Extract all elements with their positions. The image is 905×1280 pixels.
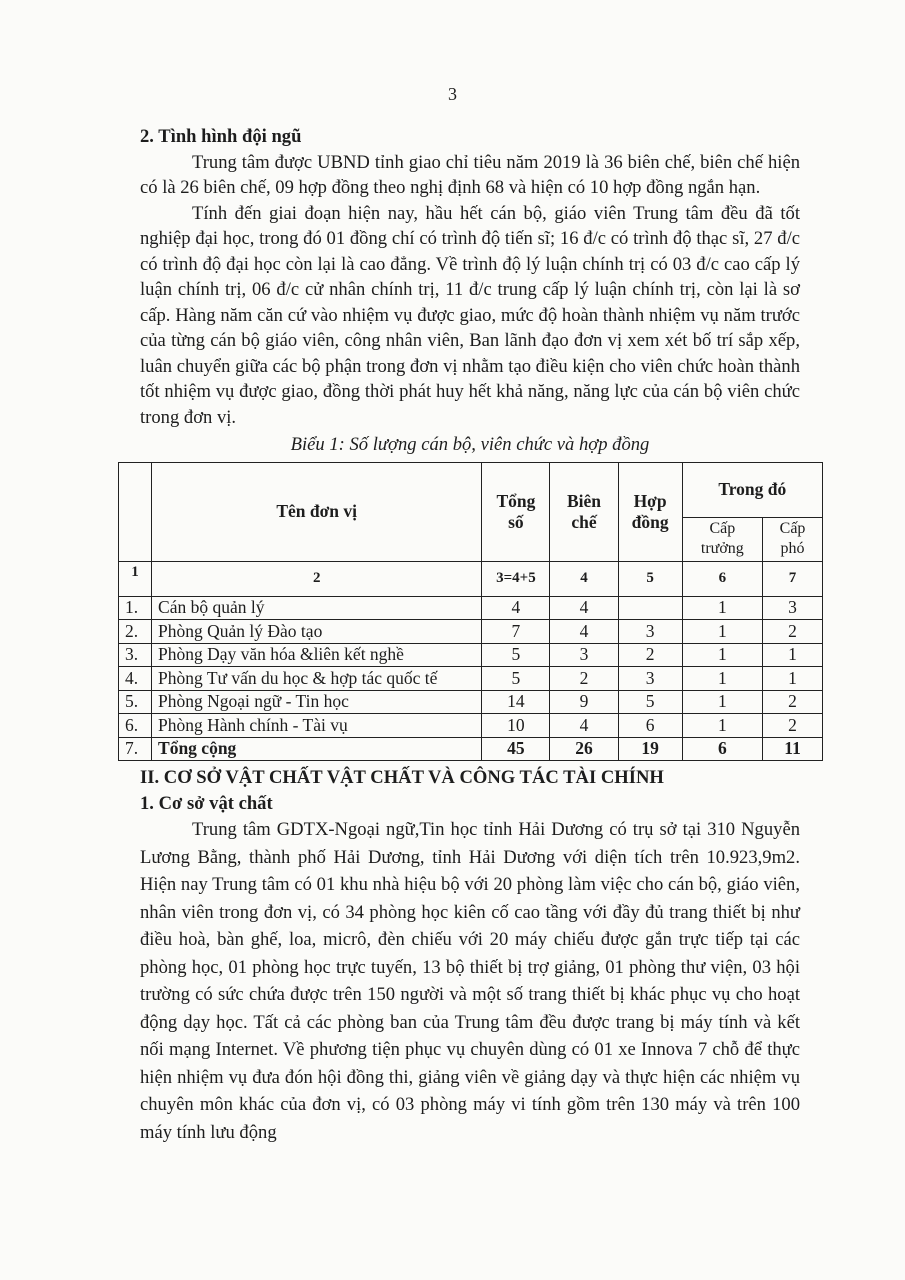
deputy-cell: 2	[763, 690, 823, 714]
row-number: 7.	[119, 737, 152, 761]
deputy-cell: 11	[763, 737, 823, 761]
row-number: 6.	[119, 714, 152, 738]
staff-cell: 4	[550, 596, 618, 620]
paragraph-facilities: Trung tâm GDTX-Ngoại ngữ,Tin học tỉnh Hải Dương có trụ sở tại 310 Nguyễn Lương Bằng, thành phố Hải Dương, tỉnh Hải Dương với diện tích trên 10.923,9m2. Hiện nay Trung tâm có 01 khu nhà hiệu bộ với 20 phòng làm việc cho cán bộ, giáo viên, nhân viên trong đơn vị, có 34 phòng học kiên cố cao tầng với đầy đủ trang thiết bị như điều hoà, bàn ghế, loa, micrô, đèn chiếu với 20 máy chiếu được gắn trực tiếp tại các phòng học, 01 phòng học trực tuyến, 13 bộ thiết bị trợ giảng, 01 phòng thư viện, 03 hội trường có sức chứa được trên 150 người và một số trang thiết bị khác phục vụ cho hoạt động dạy học. Tất cả các phòng ban của Trung tâm đều được trang bị máy tính và kết nối mạng Internet. Về phương tiện phục vụ chuyên dùng có 01 xe Innova 7 chỗ để thực hiện nhiệm vụ đưa đón hội đồng thi, giảng viên về giảng dạy và thực hiện các nhiệm vụ chuyên môn khác của đơn vị, có 03 phòng máy vi tính gồm trên 130 máy và trên 100 máy tính lưu động	[140, 819, 800, 1143]
header-index	[119, 462, 152, 561]
unit-name: Phòng Tư vấn du học & hợp tác quốc tế	[152, 667, 482, 691]
contract-cell: 6	[618, 714, 682, 738]
row-number: 4.	[119, 667, 152, 691]
staff-cell: 26	[550, 737, 618, 761]
contract-cell: 3	[618, 620, 682, 644]
unit-name: Phòng Dạy văn hóa &liên kết nghề	[152, 643, 482, 667]
unit-name: Phòng Ngoại ngữ - Tin học	[152, 690, 482, 714]
contract-cell: 2	[618, 643, 682, 667]
table-row	[119, 690, 823, 714]
index-row	[119, 561, 823, 596]
row-number: 3.	[119, 643, 152, 667]
head-cell: 1	[682, 620, 763, 644]
sub-heading-facilities: 1. Cơ sở vật chất	[140, 792, 273, 814]
index-cell: 7	[763, 561, 823, 596]
staff-cell: 4	[550, 620, 618, 644]
unit-name: Cán bộ quản lý	[152, 596, 482, 620]
table-row	[119, 667, 823, 691]
contract-cell: 5	[618, 690, 682, 714]
contract-cell: 3	[618, 667, 682, 691]
index-cell: 6	[682, 561, 763, 596]
total-cell: 5	[482, 643, 550, 667]
unit-name: Phòng Hành chính - Tài vụ	[152, 714, 482, 738]
index-cell: 5	[618, 561, 682, 596]
head-cell: 1	[682, 596, 763, 620]
staff-cell: 4	[550, 714, 618, 738]
section-heading-staff: 2. Tình hình đội ngũ	[140, 126, 302, 147]
contract-cell	[618, 596, 682, 620]
head-cell: 1	[682, 690, 763, 714]
index-cell: 2	[152, 561, 482, 596]
total-cell: 10	[482, 714, 550, 738]
page-number: 3	[448, 84, 457, 104]
total-cell: 7	[482, 620, 550, 644]
table-row	[119, 620, 823, 644]
header-head: Cấp trưởng	[682, 517, 763, 561]
index-cell: 3=4+5	[482, 561, 550, 596]
paragraph-qualifications: Tính đến giai đoạn hiện nay, hầu hết cán bộ, giáo viên Trung tâm đều đã tốt nghiệp đại học, trong đó 01 đồng chí có trình độ tiến sĩ; 16 đ/c có trình độ thạc sĩ, 27 đ/c có trình độ đại học còn lại là cao đẳng. Về trình độ lý luận chính trị có 03 đ/c cao cấp lý luận chính trị, 06 đ/c cử nhân chính trị, 11 đ/c trung cấp lý luận chính trị, còn lại là sơ cấp. Hàng năm căn cứ vào nhiệm vụ được giao, mức độ hoàn thành nhiệm vụ năm trước của từng cán bộ giáo viên, công nhân viên, Ban lãnh đạo đơn vị xem xét bố trí sắp xếp, luân chuyển giữa các bộ phận trong đơn vị nhằm tạo điều kiện cho viên chức hoàn thành tốt nhiệm vụ được giao, đồng thời phát huy hết khả năng, năng lực của cán bộ viên chức trong đơn vị.	[140, 202, 800, 428]
staff-table	[118, 462, 823, 762]
table-row	[119, 596, 823, 620]
deputy-cell: 1	[763, 667, 823, 691]
header-of-which: Trong đó	[682, 462, 822, 517]
staff-cell: 2	[550, 667, 618, 691]
deputy-cell: 3	[763, 596, 823, 620]
deputy-cell: 2	[763, 620, 823, 644]
head-cell: 1	[682, 714, 763, 738]
staff-cell: 3	[550, 643, 618, 667]
unit-name: Tổng cộng	[152, 737, 482, 761]
total-cell: 45	[482, 737, 550, 761]
contract-cell: 19	[618, 737, 682, 761]
table-caption: Biểu 1: Số lượng cán bộ, viên chức và hợp đồng	[290, 434, 650, 455]
document-body	[125, 124, 806, 1146]
table-row	[119, 714, 823, 738]
section-heading-facilities: II. CƠ SỞ VẬT CHẤT VẬT CHẤT VÀ CÔNG TÁC TÀI CHÍNH	[140, 767, 664, 788]
staff-cell: 9	[550, 690, 618, 714]
head-cell: 6	[682, 737, 763, 761]
row-number: 1.	[119, 596, 152, 620]
total-cell: 14	[482, 690, 550, 714]
header-staff: Biên chế	[550, 462, 618, 561]
paragraph-quota: Trung tâm được UBND tỉnh giao chỉ tiêu năm 2019 là 36 biên chế, biên chế hiện có là 26 biên chế, 09 hợp đồng theo nghị định 68 và hiện có 10 hợp đồng ngắn hạn.	[140, 151, 800, 198]
deputy-cell: 2	[763, 714, 823, 738]
deputy-cell: 1	[763, 643, 823, 667]
unit-name: Phòng Quản lý Đào tạo	[152, 620, 482, 644]
index-cell: 4	[550, 561, 618, 596]
row-number: 5.	[119, 690, 152, 714]
total-cell: 5	[482, 667, 550, 691]
total-row	[119, 737, 823, 761]
row-number: 2.	[119, 620, 152, 644]
header-total: Tổng số	[482, 462, 550, 561]
header-contract: Hợp đồng	[618, 462, 682, 561]
header-deputy: Cấp phó	[763, 517, 823, 561]
index-cell: 1	[119, 561, 152, 596]
head-cell: 1	[682, 643, 763, 667]
table-row	[119, 643, 823, 667]
total-cell: 4	[482, 596, 550, 620]
header-unit-name: Tên đơn vị	[152, 462, 482, 561]
head-cell: 1	[682, 667, 763, 691]
